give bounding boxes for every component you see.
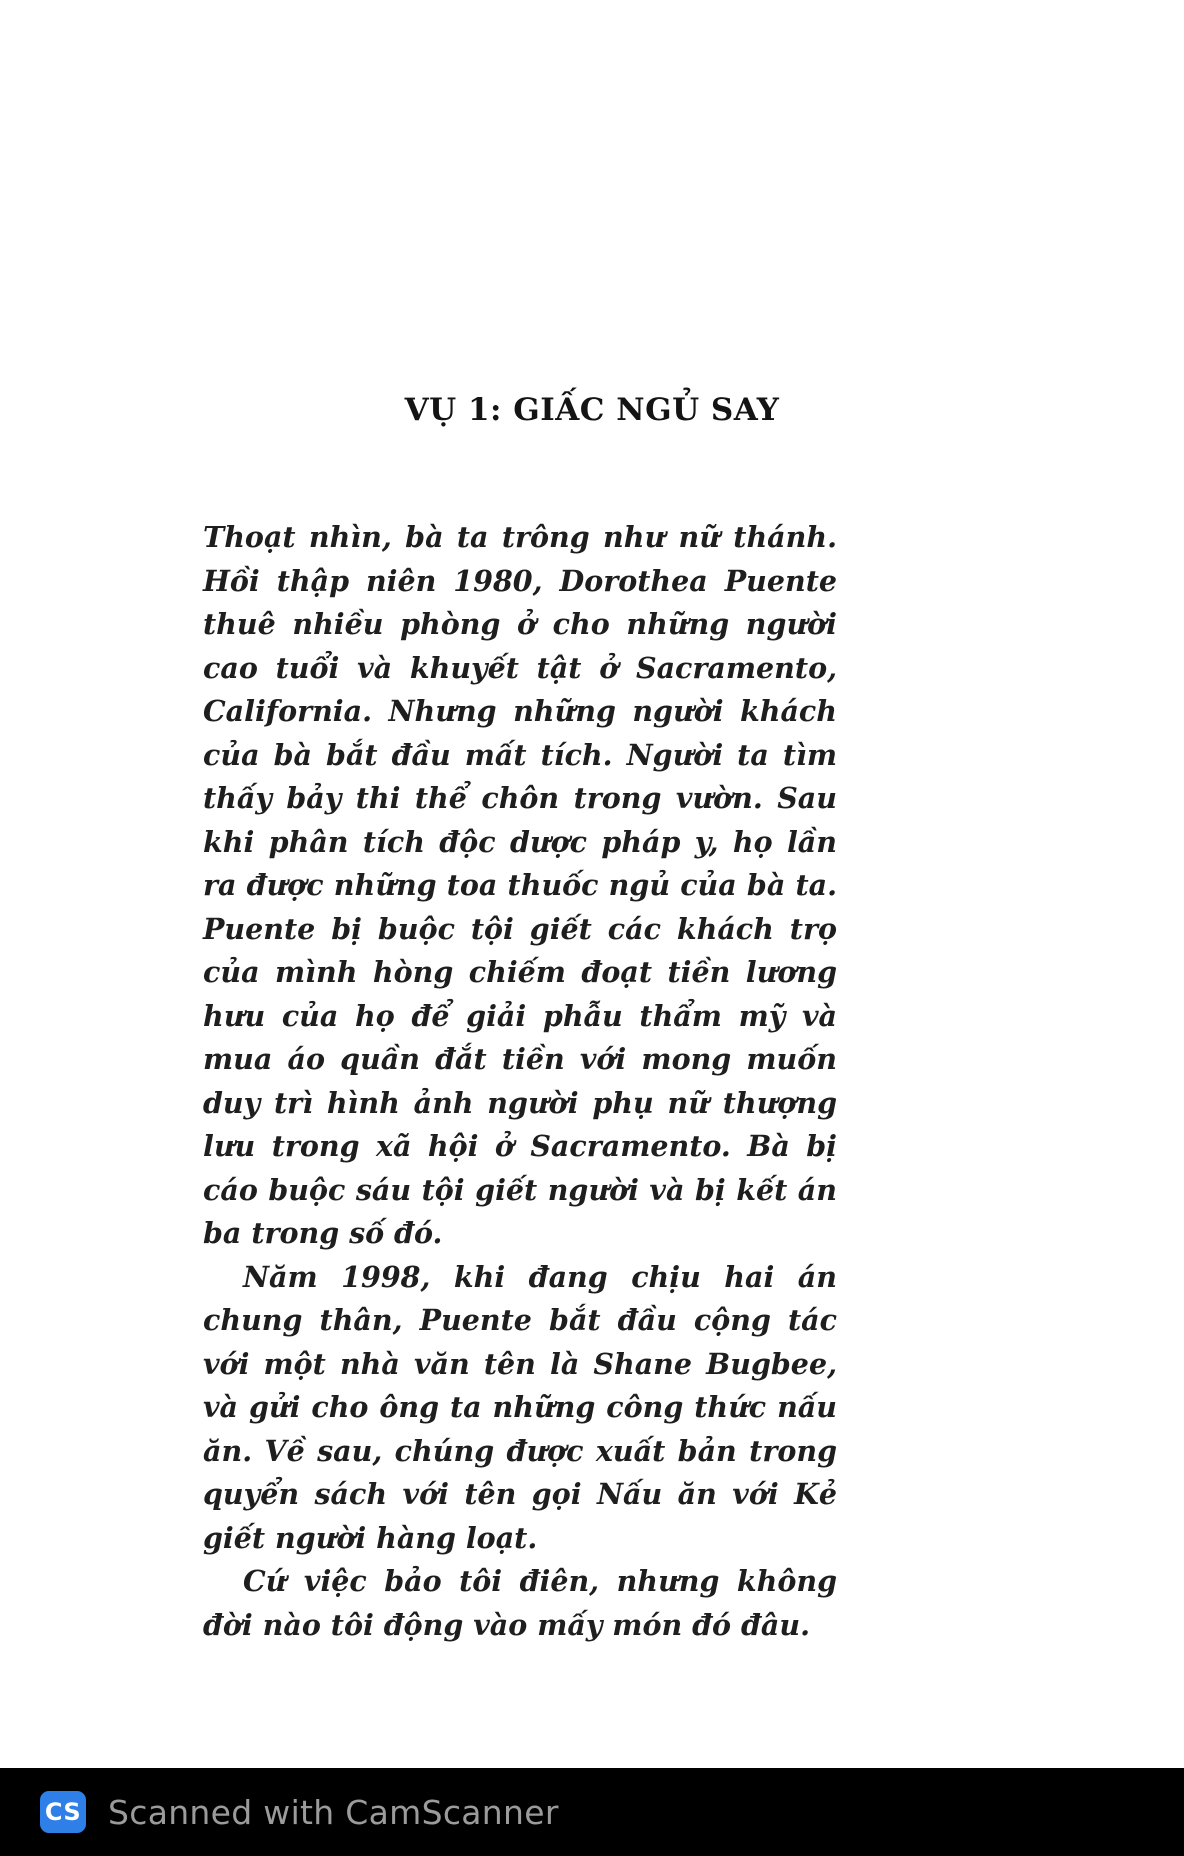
paragraph-2: Năm 1998, khi đang chịu hai án chung thân, Puente bắt đầu cộng tác với một nhà văn tên là Shane Bugbee, và gửi cho ông ta những công thức nấu ăn. Về sau, chúng được xuất bản trong quyển sách với tên gọi Nấu ăn với Kẻ giết người hàng loạt. xyxy=(203,1259,837,1555)
paragraph-1: Thoạt nhìn, bà ta trông như nữ thánh. Hồi thập niên 1980, Dorothea Puente thuê nhiều phòng ở cho những người cao tuổi và khuyết tật ở Sacramento, California. Nhưng những người khách của bà bắt đầu mất tích. Người ta tìm thấy bảy thi thể chôn trong vườn. Sau khi phân tích độc dược pháp y, họ lần ra được những toa thuốc ngủ của bà ta. Puente bị buộc tội giết các khách trọ của mình hòng chiếm đoạt tiền lương hưu của họ để giải phẫu thẩm mỹ và mua áo quần đắt tiền với mong muốn duy trì hình ảnh người phụ nữ thượng lưu trong xã hội ở Sacramento. Bà bị cáo buộc sáu tội giết người và bị kết án ba trong số đó. xyxy=(203,520,837,1250)
chapter-title: VỤ 1: GIẤC NGỦ SAY xyxy=(404,392,780,428)
camscanner-watermark-bar xyxy=(0,1768,1184,1856)
camscanner-logo-icon: CS xyxy=(40,1791,86,1833)
body-text-block xyxy=(203,516,837,1647)
paragraph-3: Cứ việc bảo tôi điên, nhưng không đời nào tôi động vào mấy món đó đâu. xyxy=(203,1564,837,1642)
camscanner-watermark-text: Scanned with CamScanner xyxy=(108,1792,559,1832)
